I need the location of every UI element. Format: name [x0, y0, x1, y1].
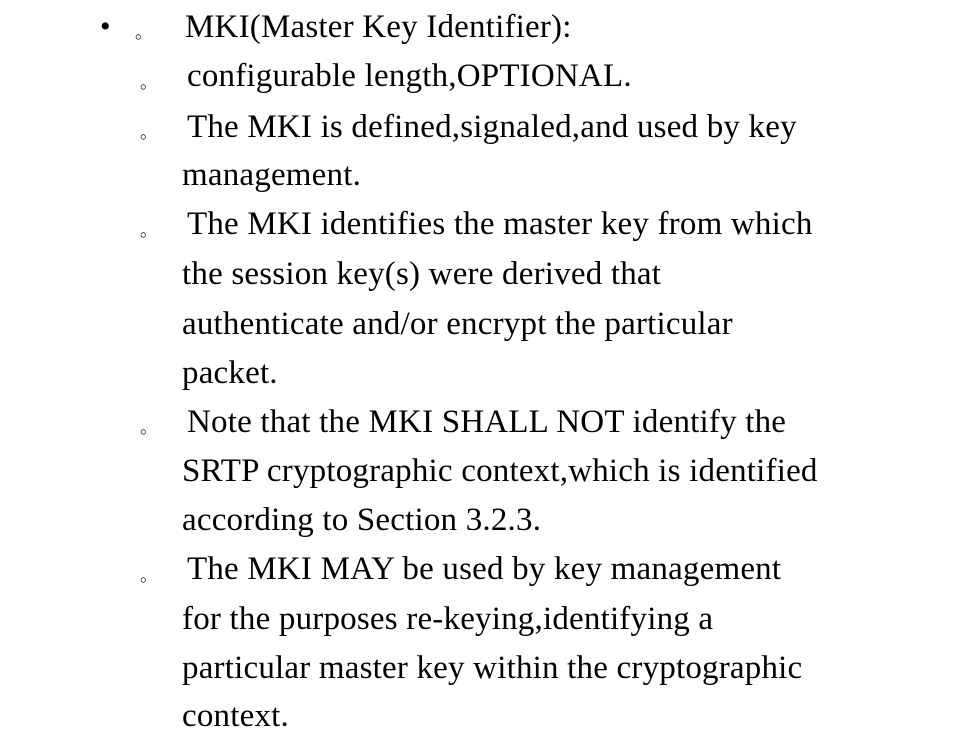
- item-line: Note that the MKI SHALL NOT identify the: [187, 404, 787, 440]
- item-marker: 。: [140, 417, 158, 437]
- item-line: authenticate and/or encrypt the particular: [182, 306, 733, 342]
- bullet-dot: •: [100, 10, 111, 43]
- item-line: SRTP cryptographic context,which is identified: [182, 453, 818, 489]
- item-line: according to Section 3.2.3.: [182, 502, 542, 538]
- heading-text: MKI(Master Key Identifier):: [185, 9, 572, 45]
- item-line: packet.: [182, 355, 278, 391]
- heading-marker: 。: [135, 22, 153, 42]
- item-line: management.: [182, 157, 362, 193]
- item-line: context.: [182, 698, 289, 734]
- item-line: The MKI MAY be used by key management: [187, 551, 782, 587]
- item-marker: 。: [140, 220, 158, 240]
- item-marker: 。: [140, 565, 158, 585]
- item-line: configurable length,OPTIONAL.: [187, 58, 632, 94]
- item-line: the session key(s) were derived that: [182, 256, 662, 292]
- item-marker: 。: [140, 122, 158, 142]
- item-line: for the purposes re-keying,identifying a: [182, 601, 714, 637]
- item-line: particular master key within the cryptographic: [182, 650, 803, 686]
- item-line: The MKI is defined,signaled,and used by key: [187, 109, 797, 145]
- item-line: The MKI identifies the master key from which: [187, 206, 813, 242]
- item-marker: 。: [140, 72, 158, 92]
